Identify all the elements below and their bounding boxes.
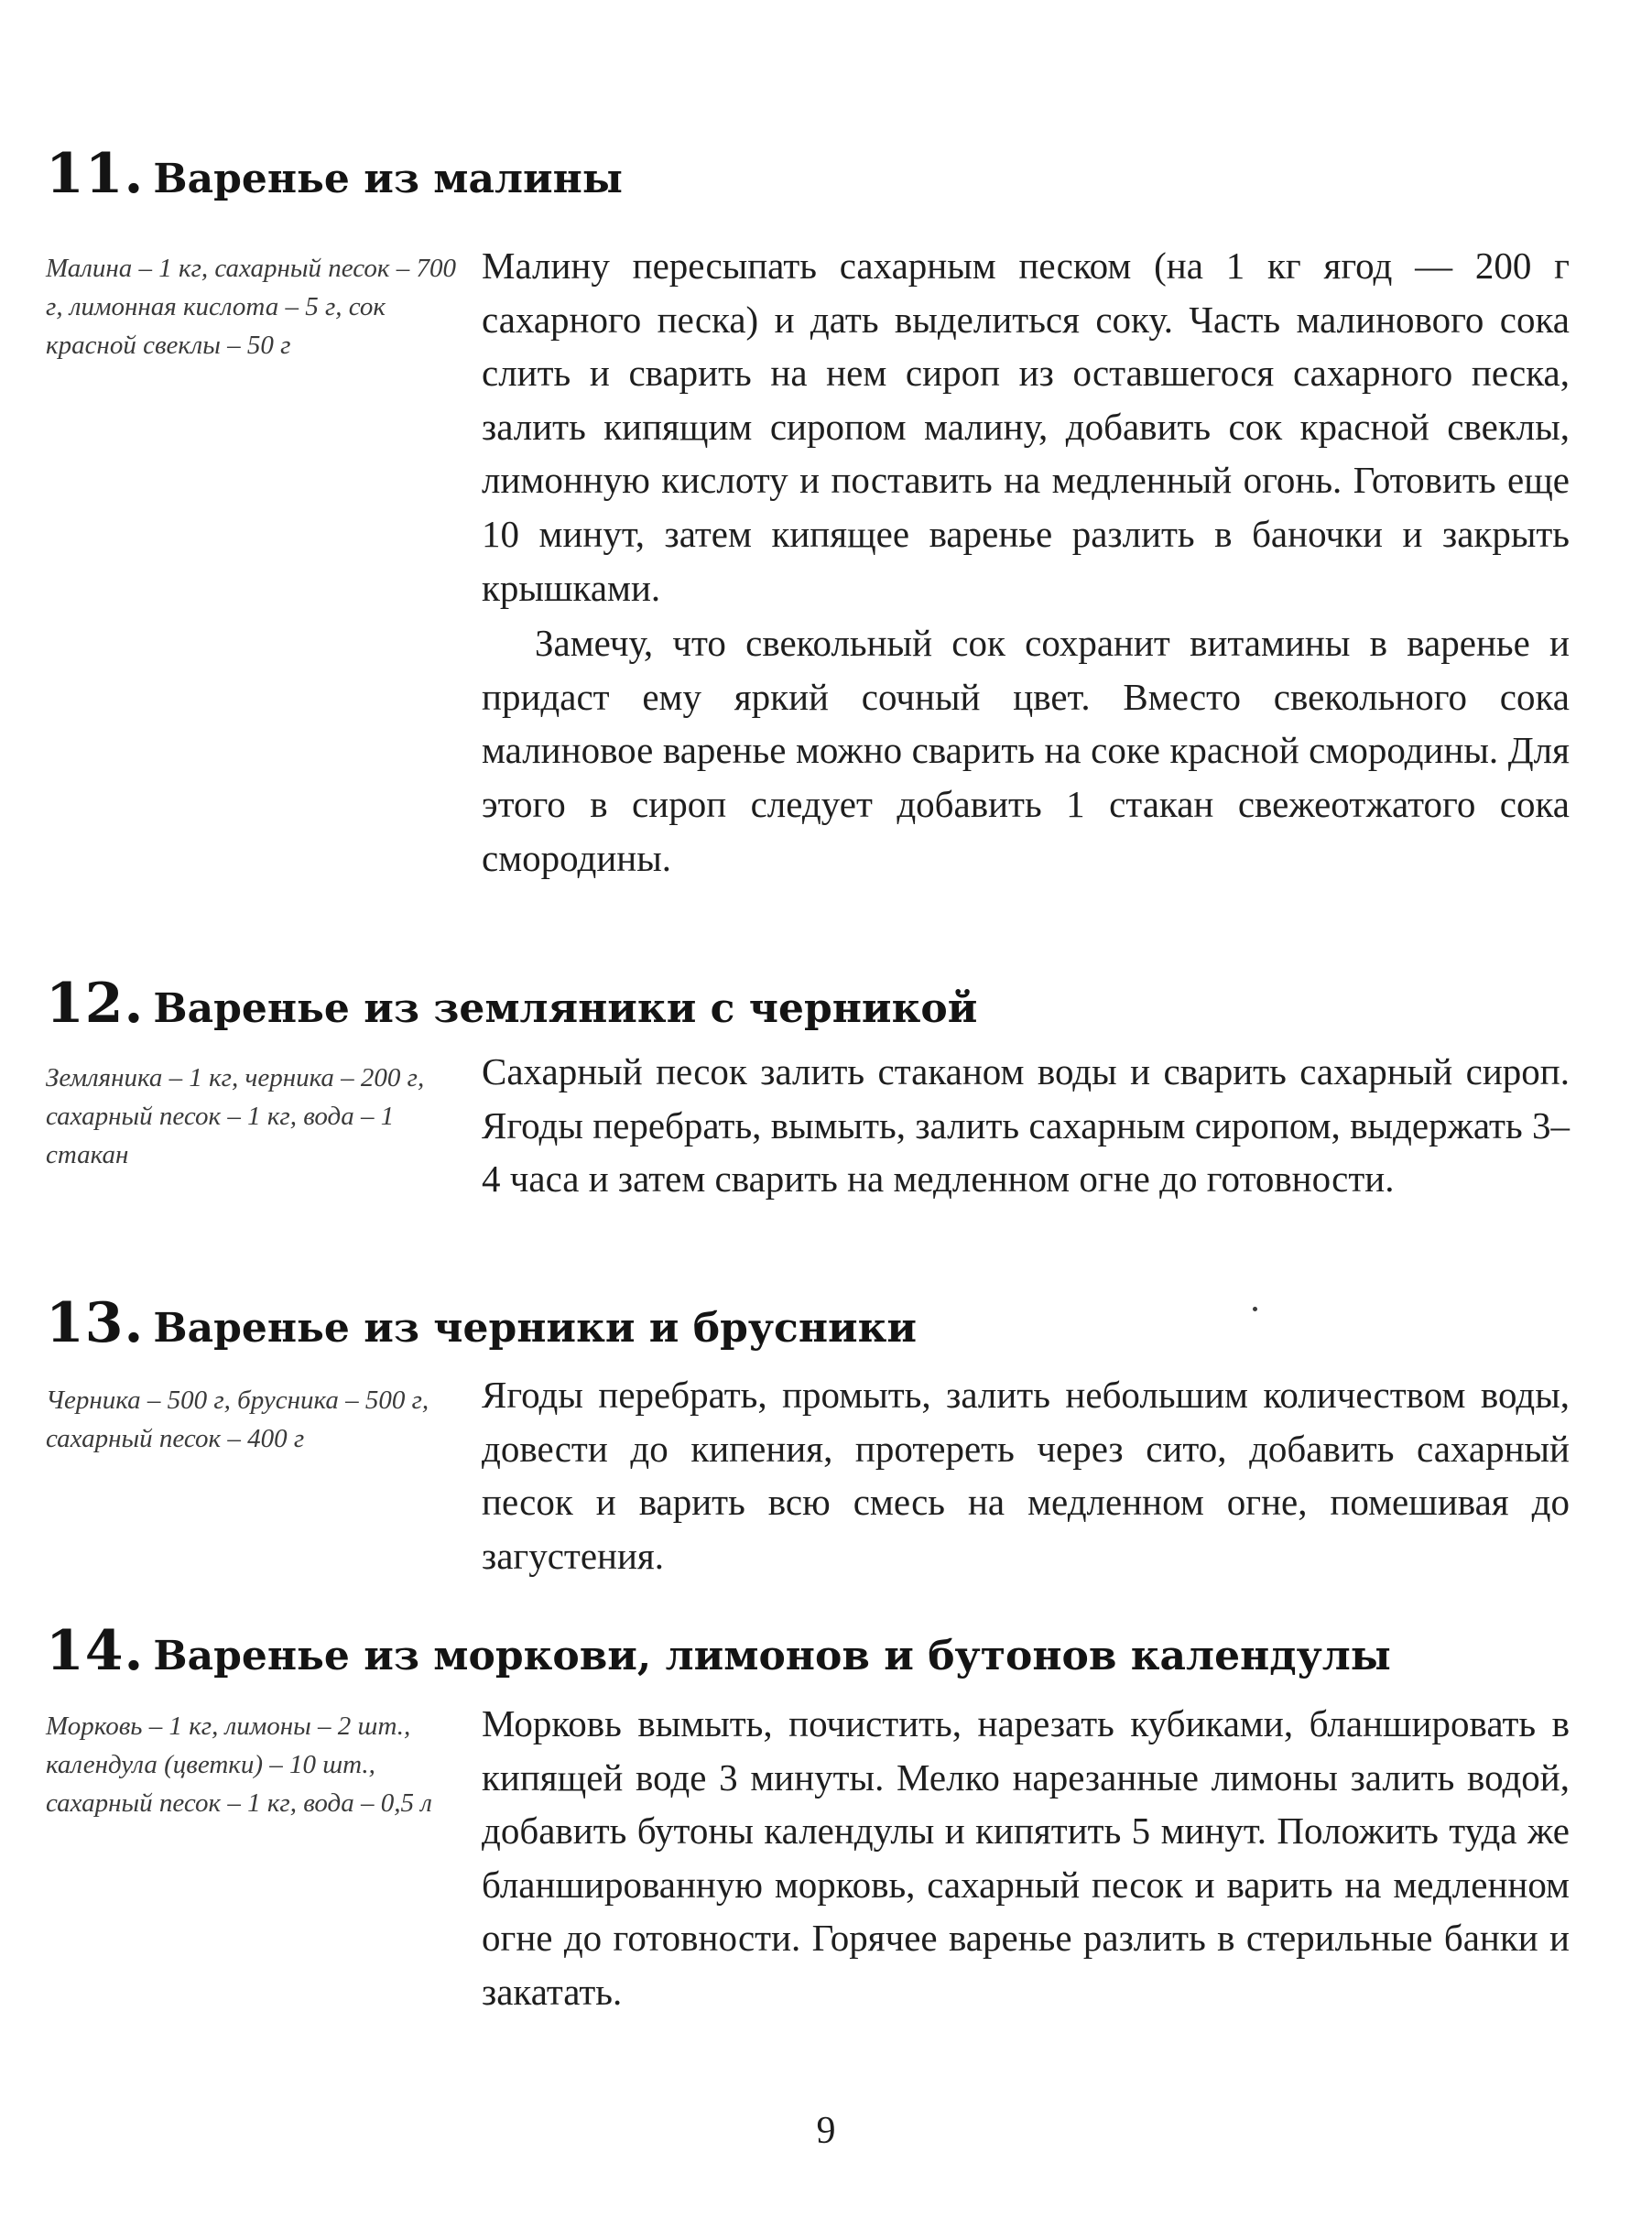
recipe-paragraph: Ягоды перебрать, промыть, залить небольшим количеством воды, довести до кипения, протереть через сито, добавить сахарный песок и варить всю смесь на медленном огне, помешивая до загустения. (482, 1374, 1570, 1577)
recipe-number: 14. (46, 1619, 145, 1683)
recipe-title-text: Варенье из моркови, лимонов и бутонов календулы (153, 1633, 1391, 1679)
recipe-number: 13. (46, 1291, 145, 1355)
recipe-paragraph: Малину пересыпать сахарным песком (на 1 кг ягод — 200 г сахарного песка) и дать выделиться соку. Часть малинового сока слить и сварить на нем сироп из оставшегося сахарного песка, залить кипящим сиропом малину, добавить сок красной свеклы, лимонную кислоту и поставить на медленный огонь. Готовить еще 10 минут, затем кипящее варенье разлить в баночки и закрыть крышками. (482, 245, 1570, 609)
recipe-13-title (46, 1291, 918, 1356)
recipe-14-ingredients: Морковь – 1 кг, лимоны – 2 шт., календула (цветки) – 10 шт., сахарный песок – 1 кг, вода – 0,5 л (46, 1712, 432, 1818)
recipe-number: 11. (46, 142, 145, 206)
recipe-11-title (46, 142, 623, 207)
print-speck (1253, 1307, 1257, 1311)
recipe-paragraph: Замечу, что свекольный сок сохранит витамины в варенье и придаст ему яркий сочный цвет. Вместо свекольного сока малиновое варенье можно сварить на соке красной смородины. Для этого в сироп следует добавить 1 стакан свежеотжатого сока смородины. (482, 622, 1570, 879)
recipe-14-instructions (482, 1697, 1570, 2019)
recipe-paragraph: Сахарный песок залить стаканом воды и сварить сахарный сироп. Ягоды перебрать, вымыть, залить сахарным сиропом, выдержать 3–4 часа и затем сварить на медленном огне до готовности. (482, 1050, 1570, 1201)
recipe-12-ingredients: Земляника – 1 кг, черника – 200 г, сахарный песок – 1 кг, вода – 1 стакан (46, 1063, 425, 1169)
recipe-title-text: Варенье из черники и брусники (153, 1305, 918, 1352)
recipe-11-ingredients: Малина – 1 кг, сахарный песок – 700 г, лимонная кислота – 5 г, сок красной свеклы – 50 г (46, 254, 456, 360)
recipe-12-instructions (482, 1045, 1570, 1206)
page-number: 9 (816, 2110, 836, 2152)
recipe-paragraph: Морковь вымыть, почистить, нарезать кубиками, бланшировать в кипящей воде 3 минуты. Мелко нарезанные лимоны залить водой, добавить бутоны календулы и кипятить 5 минут. Положить туда же бланшированную морковь, сахарный песок и варить на медленном огне до готовности. Горячее варенье разлить в стерильные банки и закатать. (482, 1702, 1570, 2013)
recipe-title-text: Варенье из земляники с черникой (153, 985, 978, 1032)
recipe-13-ingredients: Черника – 500 г, брусника – 500 г, сахарный песок – 400 г (46, 1386, 429, 1453)
recipe-number: 12. (46, 972, 145, 1036)
recipe-12-title (46, 972, 978, 1037)
recipe-11-instructions (482, 239, 1570, 885)
recipe-13-instructions (482, 1368, 1570, 1582)
recipe-14-title (46, 1619, 1391, 1684)
recipe-title-text: Варенье из малины (153, 156, 623, 202)
